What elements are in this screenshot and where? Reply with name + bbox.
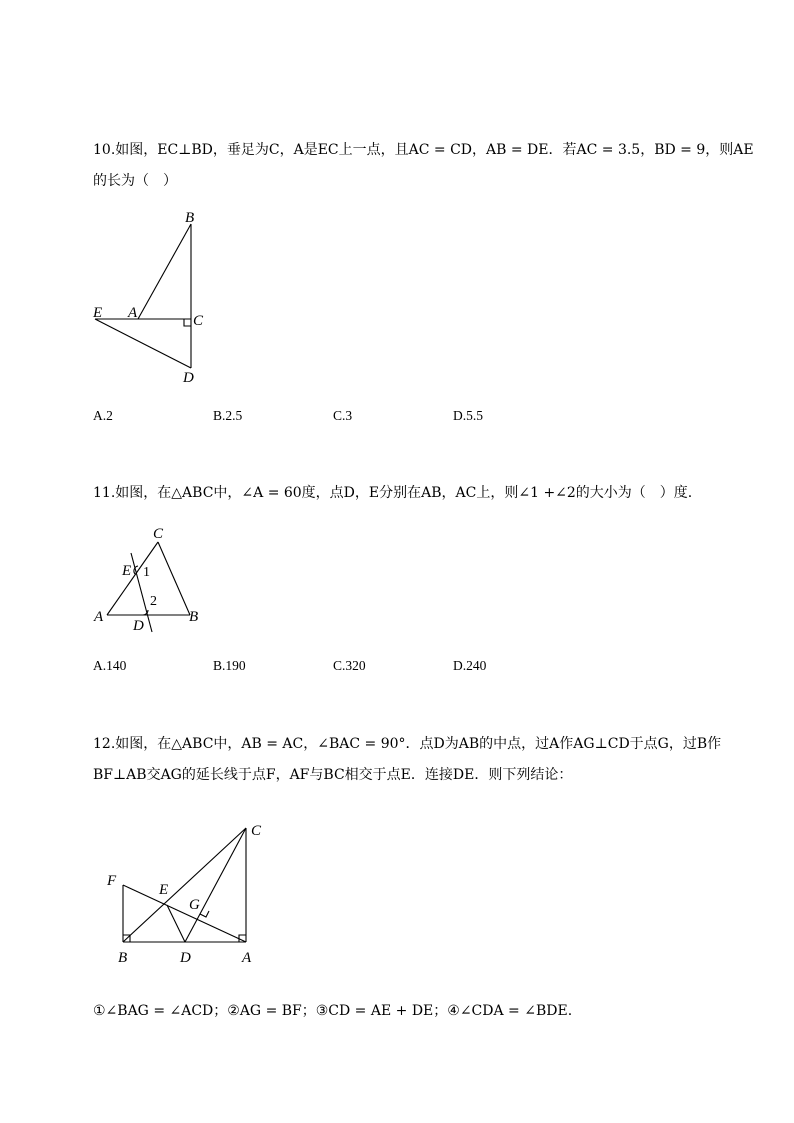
q11-label-E: E (122, 563, 132, 579)
q10-label-A: A (128, 305, 138, 321)
q10-option-a: A.2 (93, 408, 113, 423)
q12-line-CD (185, 828, 246, 942)
q11-line-CB (158, 542, 190, 615)
q11-figure (85, 518, 215, 638)
q12-label-D: D (180, 950, 191, 966)
q10-option-b: B.2.5 (213, 408, 243, 423)
q12-label-C: C (251, 823, 262, 839)
q11-label-C: C (153, 526, 164, 542)
q11-label-A: A (94, 609, 104, 625)
q11-option-b: B.190 (213, 658, 246, 673)
q10-label-B: B (185, 210, 195, 226)
q12-conclusions: ①∠BAG = ∠ACD；②AG = BF；③CD = AE + DE；④∠CDA = ∠BDE. (93, 1003, 573, 1019)
q12-figure (95, 815, 280, 975)
q11-option-d: D.240 (453, 658, 487, 673)
q10-figure (85, 200, 225, 390)
q12-label-F: F (107, 873, 117, 889)
q12-line-BC (123, 828, 246, 942)
q10-option-d: D.5.5 (453, 408, 483, 423)
q10-line-ED (95, 319, 191, 368)
q10-right-angle-mark (184, 319, 191, 326)
q10-stem-line2: 的长为（ ） (93, 173, 177, 189)
q12-label-G: G (189, 897, 200, 913)
q10-option-c: C.3 (333, 408, 353, 423)
q10-label-D: D (183, 370, 194, 386)
q10-label-E: E (93, 305, 103, 321)
q12-label-B: B (118, 950, 128, 966)
q12-line-DE (167, 905, 185, 942)
q10-label-C: C (193, 313, 204, 329)
q10-stem-line1: 10.如图，EC⊥BD，垂足为C，A是EC上一点，且AC = CD，AB = DE．若AC = 3.5，BD = 9，则AE (93, 142, 754, 158)
q12-stem-line2: BF⊥AB交AG的延长线于点F，AF与BC相交于点E．连接DE．则下列结论： (93, 767, 573, 783)
q12-stem-line1: 12.如图，在△ABC中，AB = AC，∠BAC = 90°．点D为AB的中点，过A作AG⊥CD于点G，过B作 (93, 736, 722, 752)
q11-label-D: D (133, 618, 144, 634)
q12-label-E: E (159, 882, 169, 898)
q12-line-FA (123, 885, 246, 942)
q10-line-AB (138, 224, 191, 319)
q11-stem: 11.如图，在△ABC中，∠A = 60度，点D，E分别在AB，AC上，则∠1 +∠2的大小为（ ）度. (93, 485, 693, 501)
q11-option-a: A.140 (93, 658, 127, 673)
q11-angle-2: 2 (150, 594, 157, 609)
q12-label-A: A (242, 950, 252, 966)
q11-option-c: C.320 (333, 658, 366, 673)
q11-angle-1: 1 (143, 565, 150, 580)
q11-label-B: B (189, 609, 199, 625)
